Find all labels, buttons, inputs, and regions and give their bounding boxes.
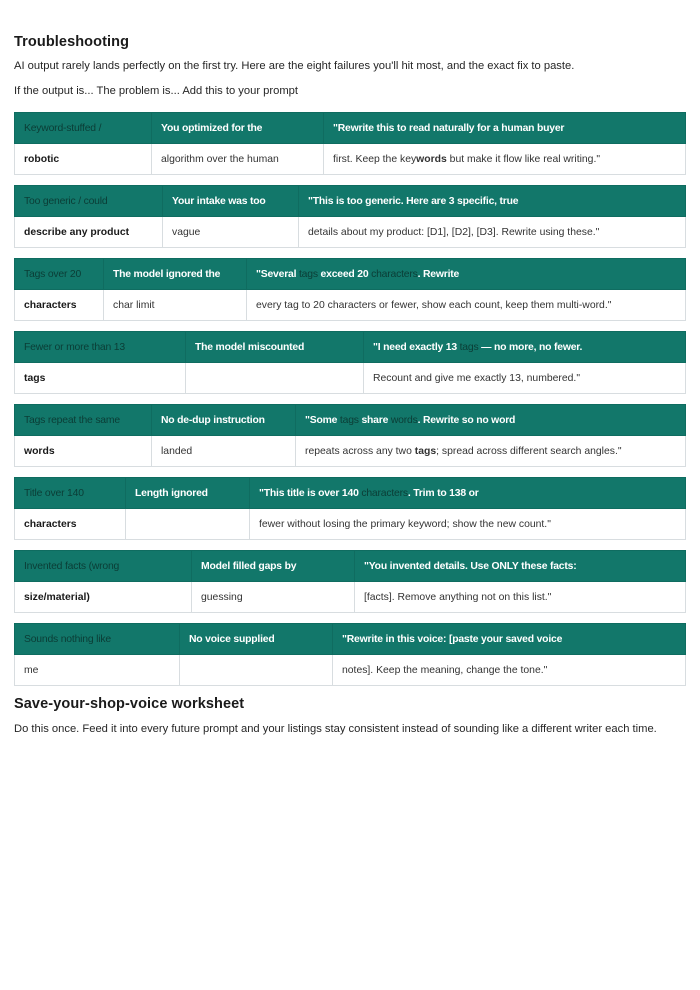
intro-text: AI output rarely lands perfectly on the first try. Here are the eight failures you'll hit most, and the exact fix to paste. bbox=[14, 60, 575, 72]
fix-cell bbox=[296, 436, 686, 467]
section-title: Troubleshooting bbox=[14, 34, 130, 50]
fix-text: exceed 20 bbox=[317, 268, 372, 280]
failure-cell: Invented facts (wrong bbox=[15, 551, 192, 582]
problem-cell: guessing bbox=[192, 582, 355, 613]
failure-cell: Too generic / could bbox=[15, 186, 163, 217]
fix-text: Recount and give me exactly 13, numbered." bbox=[373, 372, 581, 384]
problem-cell: vague bbox=[163, 217, 299, 248]
fix-text: notes]. Keep the meaning, change the tone." bbox=[342, 664, 548, 676]
failure-table bbox=[14, 112, 686, 175]
fix-cell bbox=[247, 259, 686, 290]
failure-cell: size/material) bbox=[15, 582, 192, 613]
fix-keyword: tags bbox=[299, 268, 318, 280]
failure-table bbox=[14, 623, 686, 686]
fix-cell bbox=[299, 217, 686, 248]
worksheet-body: Do this once. Feed it into every future prompt and your listings stay consistent instead of sounding like a different writer each time. bbox=[14, 723, 657, 735]
fix-keyword: characters bbox=[361, 487, 408, 499]
problem-cell: The model ignored the bbox=[104, 259, 247, 290]
fix-text: "I need exactly 13 bbox=[373, 341, 460, 353]
fix-text: [facts]. Remove anything not on this list." bbox=[364, 591, 552, 603]
fix-keyword: tags bbox=[414, 445, 437, 457]
fix-keyword: words bbox=[390, 414, 418, 426]
problem-cell: No de-dup instruction bbox=[152, 405, 296, 436]
problem-cell: char limit bbox=[104, 290, 247, 321]
fix-text: "Some bbox=[305, 414, 340, 426]
failure-cell: Fewer or more than 13 bbox=[15, 332, 186, 363]
problem-cell bbox=[126, 509, 250, 540]
failure-cell: tags bbox=[15, 363, 186, 394]
failure-cell: Tags over 20 bbox=[15, 259, 104, 290]
fix-text: . Trim to 138 or bbox=[407, 487, 479, 499]
failure-cell: describe any product bbox=[15, 217, 163, 248]
failure-cell: Title over 140 bbox=[15, 478, 126, 509]
fix-cell bbox=[355, 551, 686, 582]
fix-text: "Rewrite in this voice: [paste your saved voice bbox=[342, 633, 563, 645]
failure-cell: me bbox=[15, 655, 180, 686]
failure-table bbox=[14, 258, 686, 321]
failure-table bbox=[14, 550, 686, 613]
fix-cell bbox=[355, 582, 686, 613]
column-headers-text: If the output is... The problem is... Add this to your prompt bbox=[14, 85, 298, 97]
fix-cell bbox=[324, 113, 686, 144]
fix-text: — no more, no fewer. bbox=[478, 341, 583, 353]
problem-cell: algorithm over the human bbox=[152, 144, 324, 175]
fix-text: ; spread across different search angles." bbox=[436, 445, 622, 457]
failure-cell: Sounds nothing like bbox=[15, 624, 180, 655]
fix-cell bbox=[333, 624, 686, 655]
problem-cell: Model filled gaps by bbox=[192, 551, 355, 582]
problem-cell: You optimized for the bbox=[152, 113, 324, 144]
fix-cell bbox=[299, 186, 686, 217]
failure-table bbox=[14, 185, 686, 248]
fix-text: "This title is over 140 bbox=[259, 487, 362, 499]
problem-cell: Length ignored bbox=[126, 478, 250, 509]
fix-text: . Rewrite bbox=[417, 268, 460, 280]
failure-cell: robotic bbox=[15, 144, 152, 175]
fix-text: "Rewrite this to read naturally for a human buyer bbox=[333, 122, 565, 134]
failure-cell: characters bbox=[15, 509, 126, 540]
failure-cell: words bbox=[15, 436, 152, 467]
troubleshooting-tables bbox=[14, 112, 686, 686]
failure-cell: characters bbox=[15, 290, 104, 321]
fix-text: "Several bbox=[256, 268, 299, 280]
failure-table bbox=[14, 331, 686, 394]
fix-text: first. Keep the key bbox=[333, 153, 417, 165]
fix-keyword: characters bbox=[371, 268, 418, 280]
failure-cell: Keyword-stuffed / bbox=[15, 113, 152, 144]
fix-text: details about my product: [D1], [D2], [D3]. Rewrite using these." bbox=[308, 226, 600, 238]
fix-text: but make it flow like real writing." bbox=[446, 153, 601, 165]
fix-keyword: tags bbox=[339, 414, 359, 426]
fix-text: repeats across any two bbox=[305, 445, 415, 457]
fix-keyword: words bbox=[416, 153, 447, 165]
problem-cell: landed bbox=[152, 436, 296, 467]
fix-text: "You invented details. Use ONLY these facts: bbox=[364, 560, 577, 572]
fix-cell bbox=[250, 478, 686, 509]
fix-cell bbox=[364, 332, 686, 363]
failure-table bbox=[14, 477, 686, 540]
fix-text: "This is too generic. Here are 3 specific, true bbox=[308, 195, 519, 207]
worksheet-title: Save-your-shop-voice worksheet bbox=[14, 696, 245, 712]
problem-cell: The model miscounted bbox=[186, 332, 364, 363]
problem-cell: No voice supplied bbox=[180, 624, 333, 655]
fix-cell bbox=[324, 144, 686, 175]
problem-cell bbox=[186, 363, 364, 394]
fix-cell bbox=[364, 363, 686, 394]
problem-cell: Your intake was too bbox=[163, 186, 299, 217]
problem-cell bbox=[180, 655, 333, 686]
fix-cell bbox=[247, 290, 686, 321]
fix-text: . Rewrite so no word bbox=[417, 414, 516, 426]
fix-text: fewer without losing the primary keyword; show the new count." bbox=[259, 518, 551, 530]
failure-cell: Tags repeat the same bbox=[15, 405, 152, 436]
failure-table bbox=[14, 404, 686, 467]
fix-keyword: tags bbox=[459, 341, 479, 353]
fix-cell bbox=[333, 655, 686, 686]
fix-text: every tag to 20 characters or fewer, show each count, keep them multi-word." bbox=[256, 299, 612, 311]
fix-cell bbox=[250, 509, 686, 540]
fix-cell bbox=[296, 405, 686, 436]
fix-text: share bbox=[358, 414, 391, 426]
